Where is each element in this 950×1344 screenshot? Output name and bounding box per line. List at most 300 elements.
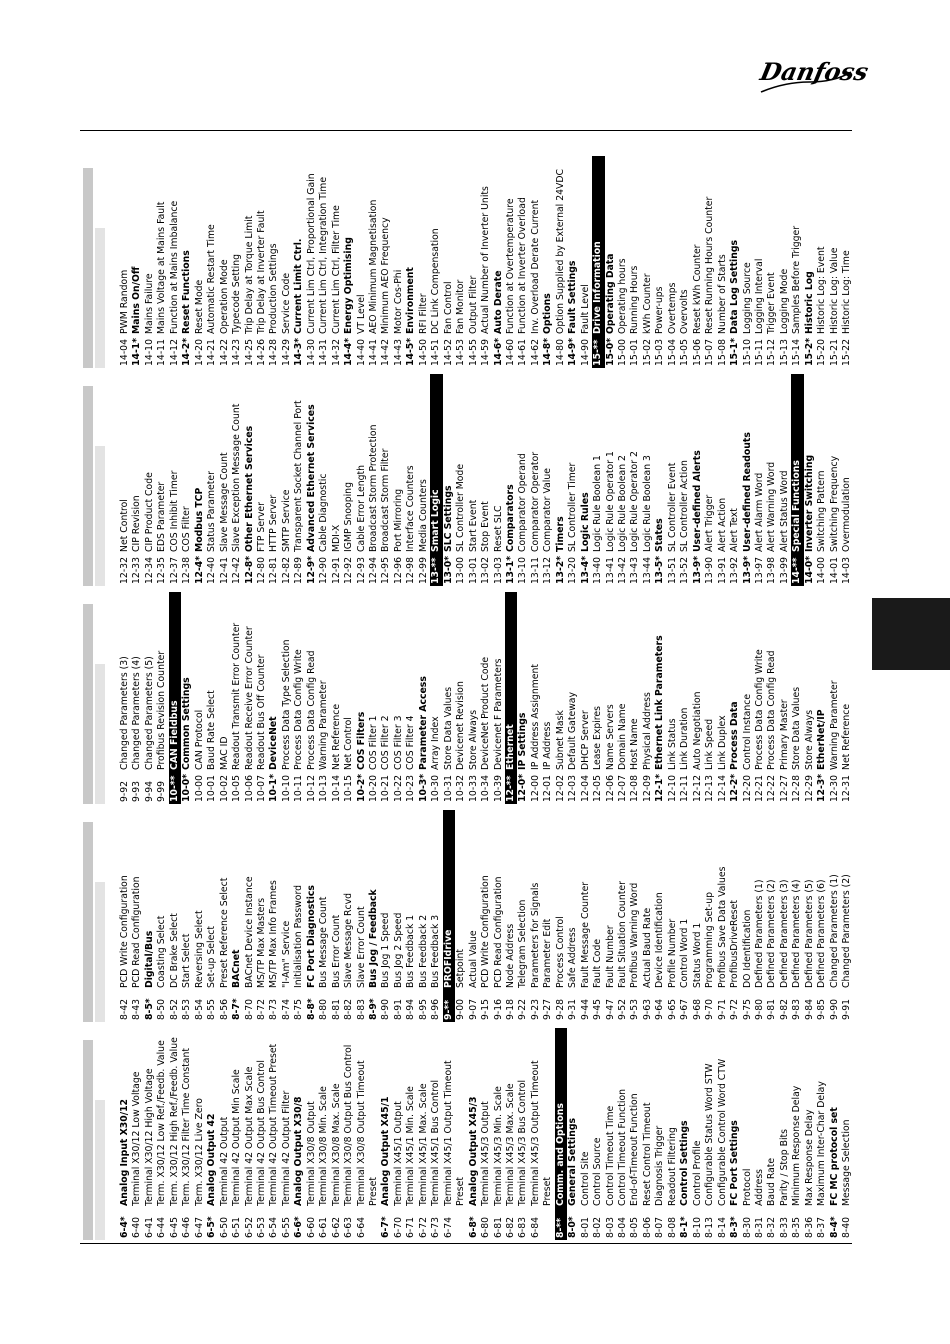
parameter-label: Slave Message Count bbox=[218, 452, 230, 552]
parameter-row bbox=[430, 156, 443, 368]
parameter-row bbox=[405, 810, 418, 1022]
parameter-number: 14-43 bbox=[392, 338, 404, 366]
parameter-row bbox=[791, 810, 804, 1022]
parameter-label: Slave Message Rcvd bbox=[343, 892, 355, 988]
parameter-number: 10-32 bbox=[455, 774, 467, 802]
parameter-label: HTTP Server bbox=[268, 494, 280, 552]
parameter-number: 8-13 bbox=[704, 1216, 716, 1238]
parameter-row bbox=[505, 156, 518, 368]
parameter-row bbox=[542, 592, 555, 804]
parameter-row bbox=[331, 592, 344, 804]
parameter-row bbox=[804, 1028, 817, 1240]
parameter-number: 8-4* bbox=[828, 1216, 840, 1238]
parameter-row bbox=[642, 156, 655, 368]
parameter-number: 14-26 bbox=[255, 338, 267, 366]
parameter-row bbox=[480, 592, 493, 804]
parameter-number: 6-61 bbox=[318, 1216, 330, 1238]
parameter-row bbox=[194, 1028, 207, 1240]
parameter-number: 15-** bbox=[592, 339, 604, 366]
parameter-number: 10-31 bbox=[442, 774, 454, 802]
column-shade-band bbox=[95, 228, 105, 368]
parameter-label: Control Source bbox=[592, 1137, 604, 1206]
parameter-label: Configurable Status Word STW bbox=[704, 1063, 716, 1206]
parameter-row bbox=[704, 810, 717, 1022]
parameter-number: 9-15 bbox=[480, 998, 492, 1020]
parameter-number: 14-30 bbox=[305, 338, 317, 366]
parameter-row bbox=[617, 1028, 630, 1240]
parameter-label: Reset Control Timeout bbox=[641, 1102, 653, 1206]
parameter-group-header bbox=[679, 1028, 692, 1240]
parameter-number: 6-74 bbox=[442, 1216, 454, 1238]
footer-rule bbox=[80, 1243, 852, 1244]
parameter-label: Fault Code bbox=[592, 938, 604, 988]
parameter-number: 15-20 bbox=[816, 338, 828, 366]
parameter-label: Actual Number of Inverter Units bbox=[480, 186, 492, 334]
parameter-number: 14-90 bbox=[579, 338, 591, 366]
parameter-number: 9-65 bbox=[666, 998, 678, 1020]
parameter-label: Timers bbox=[554, 516, 566, 552]
parameter-label: Logic Rule Boolean 1 bbox=[592, 455, 604, 552]
parameter-label: DC Link Compensation bbox=[430, 228, 442, 334]
parameter-number: 6-55 bbox=[280, 1216, 292, 1238]
parameter-row bbox=[480, 1028, 493, 1240]
parameter-label: Store Data Values bbox=[791, 686, 803, 770]
parameter-label: Port Mirroring bbox=[392, 488, 404, 552]
parameter-row bbox=[592, 592, 605, 804]
parameter-number: 6-81 bbox=[492, 1216, 504, 1238]
parameter-label: Default Gateway bbox=[567, 692, 579, 770]
parameter-row bbox=[268, 810, 281, 1022]
parameter-number: 12-04 bbox=[579, 774, 591, 802]
parameter-number: 15-11 bbox=[753, 338, 765, 366]
parameter-label: Other Ethernet Services bbox=[243, 425, 255, 552]
parameter-number: 10-1* bbox=[268, 773, 280, 802]
parameter-number: 6-84 bbox=[529, 1216, 541, 1238]
parameter-label: IP Settings bbox=[517, 712, 529, 770]
parameter-label: Comparators bbox=[504, 484, 516, 552]
parameter-number: 15-08 bbox=[716, 338, 728, 366]
parameter-row bbox=[181, 810, 194, 1022]
parameter-label: Mains Failure bbox=[143, 273, 155, 334]
parameter-row bbox=[542, 1028, 555, 1240]
parameter-row bbox=[654, 810, 667, 1022]
parameter-number: 9-91 bbox=[841, 998, 853, 1020]
parameter-row bbox=[530, 156, 543, 368]
parameter-row bbox=[605, 592, 618, 804]
parameter-group-header bbox=[804, 156, 817, 368]
parameter-row bbox=[318, 374, 331, 586]
parameter-number: 13-52 bbox=[679, 556, 691, 584]
parameter-number: 10-14 bbox=[330, 774, 342, 802]
parameter-label: Service Code bbox=[280, 272, 292, 334]
parameter-row bbox=[380, 156, 393, 368]
parameter-number: 14-1* bbox=[131, 337, 143, 366]
parameter-number: 8-3* bbox=[729, 1216, 741, 1238]
parameter-number: 14-51 bbox=[430, 338, 442, 366]
parameter-label: Defined Parameters (2) bbox=[766, 879, 778, 988]
parameter-label: BACnet bbox=[231, 949, 243, 988]
parameter-label: IP Address bbox=[542, 721, 554, 770]
parameter-label: Configurable Control Word CTW bbox=[716, 1058, 728, 1206]
parameter-label: AEO Minimum Magnetisation bbox=[368, 199, 379, 334]
parameter-number: 12-00 bbox=[529, 774, 541, 802]
parameter-number: 6-44 bbox=[156, 1216, 168, 1238]
parameter-number: 14-80 bbox=[554, 338, 566, 366]
parameter-label: Motor Cos-Phi bbox=[392, 269, 404, 334]
parameter-label: IP Address Assignment bbox=[529, 663, 541, 770]
parameter-number: 12-28 bbox=[791, 774, 803, 802]
parameter-label: Devicenet F Parameters bbox=[492, 658, 504, 770]
parameter-label: Term. X30/12 Low Ref./Feedb. Value bbox=[156, 1040, 168, 1206]
parameter-row bbox=[393, 374, 406, 586]
parameter-label: Special Functions bbox=[791, 460, 803, 552]
parameter-number: 10-06 bbox=[243, 774, 255, 802]
parameter-label: Overvolts bbox=[679, 289, 691, 334]
parameter-number: 15-22 bbox=[841, 338, 853, 366]
parameter-row bbox=[791, 156, 804, 368]
parameter-group-header bbox=[231, 810, 244, 1022]
parameter-row bbox=[679, 810, 692, 1022]
parameter-row bbox=[642, 810, 655, 1022]
parameter-number: 12-91 bbox=[330, 556, 342, 584]
parameter-label: SL Controller Action bbox=[679, 460, 691, 552]
parameter-label: Terminal X30/12 Low Voltage bbox=[131, 1071, 143, 1206]
parameter-number: 6-73 bbox=[430, 1216, 442, 1238]
parameter-number: 12-4* bbox=[193, 555, 205, 584]
parameter-number: 13-1* bbox=[504, 555, 516, 584]
parameter-label: Reset Functions bbox=[181, 250, 193, 334]
parameter-number: 12-3* bbox=[816, 773, 828, 802]
parameter-label: Logging Source bbox=[741, 262, 753, 334]
parameter-number: 15-14 bbox=[791, 338, 803, 366]
parameter-row bbox=[530, 592, 543, 804]
parameter-label: Term. X30/12 Filter Time Constant bbox=[181, 1047, 193, 1206]
parameter-number: 14-52 bbox=[442, 338, 454, 366]
parameter-label: Preset Reference Select bbox=[218, 877, 230, 988]
parameter-number: 6-80 bbox=[480, 1216, 492, 1238]
parameter-number: 9-64 bbox=[654, 998, 666, 1020]
parameter-label: PCD Write Configuration bbox=[119, 875, 130, 988]
parameter-label: Node Address bbox=[504, 923, 516, 988]
parameter-label: Overmodulation bbox=[841, 477, 853, 552]
parameter-number: 10-11 bbox=[293, 774, 305, 802]
parameter-group-header bbox=[418, 592, 431, 804]
parameter-number: 6-70 bbox=[392, 1216, 404, 1238]
parameter-number: 9-07 bbox=[467, 998, 479, 1020]
parameter-row bbox=[306, 592, 319, 804]
parameter-label: Terminal 42 Output Max Scale bbox=[243, 1066, 255, 1206]
parameter-group-header bbox=[816, 592, 829, 804]
parameter-label: Safe Address bbox=[567, 927, 579, 988]
parameter-number: 9-47 bbox=[604, 998, 616, 1020]
parameter-number: 12-10 bbox=[666, 774, 678, 802]
parameter-row bbox=[131, 592, 144, 804]
parameter-number: 13-97 bbox=[753, 556, 765, 584]
parameter-label: Bus Feedback 2 bbox=[417, 914, 429, 988]
parameter-row bbox=[231, 374, 244, 586]
parameter-number: 8-01 bbox=[579, 1216, 591, 1238]
parameter-label: Terminal X45/3 Output bbox=[480, 1101, 492, 1206]
parameter-number: 14-41 bbox=[368, 338, 379, 366]
parameter-row bbox=[841, 1028, 854, 1240]
parameter-label: Alert Action bbox=[716, 497, 728, 552]
parameter-label: Auto Derate bbox=[492, 270, 504, 334]
parameter-label: PCD Read Configuration bbox=[131, 876, 143, 988]
parameter-number: 12-80 bbox=[255, 556, 267, 584]
parameter-row bbox=[455, 374, 468, 586]
parameter-group-header bbox=[405, 156, 418, 368]
parameter-row bbox=[244, 156, 257, 368]
parameter-label: EtherNet/IP bbox=[816, 709, 828, 770]
parameter-number: 8-1* bbox=[679, 1216, 691, 1238]
parameter-label: Media Counters bbox=[417, 479, 429, 552]
parameter-label: Logic Rule Operator 2 bbox=[629, 451, 641, 552]
parameter-row bbox=[331, 810, 344, 1022]
parameter-number: 6-50 bbox=[218, 1216, 230, 1238]
parameter-row bbox=[455, 810, 468, 1022]
parameter-number: 15-21 bbox=[828, 338, 840, 366]
parameter-number: 13-92 bbox=[729, 556, 741, 584]
parameter-row bbox=[430, 592, 443, 804]
parameter-number: 12-** bbox=[504, 775, 516, 802]
parameter-label: Fault Level bbox=[579, 284, 591, 334]
parameter-row bbox=[667, 1028, 680, 1240]
parameter-row bbox=[580, 810, 593, 1022]
parameter-number: 12-01 bbox=[542, 774, 554, 802]
parameter-label: PWM Random bbox=[119, 269, 130, 334]
parameter-label: Protocol bbox=[741, 1168, 753, 1206]
parameter-number: 12-11 bbox=[679, 774, 691, 802]
parameter-row bbox=[480, 810, 493, 1022]
parameter-group-header bbox=[729, 1028, 742, 1240]
parameter-number: 9-71 bbox=[716, 998, 728, 1020]
parameter-number: 8-42 bbox=[119, 998, 130, 1020]
parameter-label: Cable Diagnostic bbox=[318, 473, 330, 552]
parameter-number: 12-92 bbox=[343, 556, 355, 584]
parameter-label: Process Data Config Write bbox=[753, 649, 765, 770]
parameter-label: COS Filters bbox=[355, 711, 367, 770]
parameter-label: Link Duration bbox=[679, 707, 691, 770]
parameter-label: Start Select bbox=[181, 933, 193, 988]
parameter-number: 12-05 bbox=[592, 774, 604, 802]
parameter-label: Terminal X45/3 Max. Scale bbox=[504, 1083, 516, 1206]
parameter-row bbox=[629, 1028, 642, 1240]
chapter-tab bbox=[872, 598, 950, 670]
parameter-row bbox=[480, 374, 493, 586]
parameter-label: Bus Feedback 3 bbox=[430, 914, 442, 988]
parameter-row bbox=[169, 374, 182, 586]
parameter-number: 14-10 bbox=[143, 338, 155, 366]
parameter-label: CAN Protocol bbox=[193, 709, 205, 770]
parameter-group-header bbox=[443, 810, 456, 1022]
parameter-label: Profibus Warning Word bbox=[629, 882, 641, 988]
parameter-row bbox=[567, 592, 580, 804]
parameter-label: MAC ID bbox=[218, 736, 230, 770]
parameter-number: 10-39 bbox=[492, 774, 504, 802]
parameter-number: 10-12 bbox=[305, 774, 317, 802]
parameter-label: Status Word 1 bbox=[691, 922, 703, 988]
parameter-label: Historic Log: Value bbox=[828, 247, 840, 334]
parameter-row bbox=[331, 1028, 344, 1240]
parameter-row bbox=[131, 1028, 144, 1240]
column-shade-band bbox=[83, 604, 93, 804]
danfoss-logo bbox=[755, 52, 871, 100]
parameter-label: Lease Expires bbox=[592, 706, 604, 770]
parameter-label: Trip Delay at Torque Limit bbox=[243, 215, 255, 334]
parameter-row bbox=[219, 1028, 232, 1240]
parameter-number: 10-05 bbox=[231, 774, 243, 802]
parameter-row bbox=[629, 374, 642, 586]
parameter-label: Mains On/Off bbox=[131, 266, 143, 334]
parameter-number: 8-8* bbox=[305, 998, 317, 1020]
parameter-row bbox=[717, 156, 730, 368]
parameter-row bbox=[692, 592, 705, 804]
parameter-row bbox=[318, 810, 331, 1022]
parameter-row bbox=[368, 1028, 381, 1240]
parameter-row bbox=[181, 374, 194, 586]
parameter-row bbox=[729, 374, 742, 586]
parameter-number: 12-27 bbox=[778, 774, 790, 802]
parameter-label: DeviceNet Product Code bbox=[480, 656, 492, 770]
parameter-number: 6-7* bbox=[380, 1216, 392, 1238]
parameter-label: Auto Negotiation bbox=[691, 691, 703, 770]
parameter-group-header bbox=[505, 592, 518, 804]
parameter-number: 13-4* bbox=[579, 555, 591, 584]
parameter-number: 9-63 bbox=[641, 998, 653, 1020]
parameter-number: 8-82 bbox=[343, 998, 355, 1020]
parameter-label: Net Reference bbox=[841, 703, 853, 770]
parameter-row bbox=[754, 810, 767, 1022]
parameter-label: Terminal 42 Output Bus Control bbox=[255, 1060, 267, 1206]
parameter-number: 9-68 bbox=[691, 998, 703, 1020]
parameter-row bbox=[356, 810, 369, 1022]
parameter-row bbox=[791, 1028, 804, 1240]
parameter-label: Ethernet bbox=[504, 724, 516, 770]
parameter-number: 12-08 bbox=[629, 774, 641, 802]
parameter-number: 14-25 bbox=[243, 338, 255, 366]
parameter-number: 8-70 bbox=[243, 998, 255, 1020]
parameter-label: "I-Am" Service bbox=[280, 920, 292, 988]
parameter-number: 9-75 bbox=[741, 998, 753, 1020]
parameter-number: 12-1* bbox=[654, 773, 666, 802]
parameter-label: Drive Information bbox=[592, 241, 604, 334]
parameter-row bbox=[393, 156, 406, 368]
parameter-label: Terminal X30/8 Output bbox=[305, 1101, 317, 1206]
parameter-label: Alert Warning Word bbox=[766, 461, 778, 552]
parameter-label: Terminal 42 Output bbox=[218, 1116, 230, 1206]
parameter-label: Control Instance bbox=[741, 693, 753, 770]
parameter-number: 14-53 bbox=[455, 338, 467, 366]
parameter-label: General Settings bbox=[567, 1117, 579, 1206]
parameter-row bbox=[717, 374, 730, 586]
parameter-number: 8-14 bbox=[716, 1216, 728, 1238]
parameter-label: COS Filter 1 bbox=[368, 715, 379, 770]
parameter-label: Maximum Inter-Char Delay bbox=[816, 1081, 828, 1206]
parameter-number: 14-4* bbox=[343, 337, 355, 366]
parameter-row bbox=[430, 1028, 443, 1240]
parameter-row bbox=[704, 156, 717, 368]
parameter-label: Historic Log bbox=[803, 271, 815, 334]
parameter-label: Alert Trigger bbox=[704, 494, 716, 552]
parameter-number: 8-54 bbox=[193, 998, 205, 1020]
parameter-group-header bbox=[119, 1028, 132, 1240]
parameter-label: Fault Situation Counter bbox=[617, 881, 628, 988]
parameter-row bbox=[742, 1028, 755, 1240]
parameter-number: 12-81 bbox=[268, 556, 280, 584]
parameter-label: Devicenet Revision bbox=[455, 681, 467, 770]
parameter-number: 8-90 bbox=[380, 998, 392, 1020]
parameter-row bbox=[119, 374, 132, 586]
parameter-label: SMTP Service bbox=[280, 489, 292, 552]
parameter-label: IGMP Snooping bbox=[343, 482, 355, 552]
parameter-number: 12-82 bbox=[280, 556, 292, 584]
parameter-number: 13-51 bbox=[666, 556, 678, 584]
parameter-row bbox=[169, 1028, 182, 1240]
parameter-label: States bbox=[654, 518, 666, 552]
parameter-number: 10-30 bbox=[430, 774, 442, 802]
parameter-number: 14-31 bbox=[318, 338, 330, 366]
parameter-row bbox=[318, 1028, 331, 1240]
parameter-label: Reset Running Hours Counter bbox=[704, 196, 716, 334]
parameter-label: Inv. Overload Derate Current bbox=[529, 199, 541, 334]
parameter-label: SL Controller Timer bbox=[567, 462, 579, 552]
parameter-label: Changed Parameters (2) bbox=[841, 874, 853, 988]
parameter-number: 14-42 bbox=[380, 338, 392, 366]
parameter-group-header bbox=[829, 1028, 842, 1240]
parameter-number: 9-** bbox=[442, 999, 454, 1020]
parameter-column bbox=[78, 156, 853, 368]
parameter-row bbox=[256, 374, 269, 586]
parameter-row bbox=[244, 1028, 257, 1240]
danfoss-logo-wordmark: Danfoss bbox=[757, 57, 871, 86]
parameter-row bbox=[754, 156, 767, 368]
parameter-label: kWh Counter bbox=[641, 273, 653, 334]
parameter-row bbox=[605, 374, 618, 586]
parameter-label: Option Supplied by External 24VDC bbox=[554, 168, 566, 334]
parameter-number: 6-51 bbox=[231, 1216, 243, 1238]
parameter-number: 6-46 bbox=[181, 1216, 193, 1238]
parameter-row bbox=[654, 156, 667, 368]
parameter-number: 8-53 bbox=[181, 998, 193, 1020]
parameter-number: 9-83 bbox=[791, 998, 803, 1020]
parameter-row bbox=[617, 592, 630, 804]
parameter-row bbox=[617, 810, 630, 1022]
parameter-label: Bus Jog 1 Speed bbox=[380, 912, 392, 988]
column-shade-band bbox=[83, 386, 93, 586]
parameter-label: Analog Output X30/8 bbox=[293, 1096, 305, 1206]
parameter-label: Logic Rules bbox=[579, 492, 591, 552]
parameter-row bbox=[841, 592, 854, 804]
parameter-label: Logging Mode bbox=[778, 268, 790, 334]
parameter-number: 10-34 bbox=[480, 774, 492, 802]
parameter-number: 8-0* bbox=[567, 1216, 579, 1238]
parameter-label: Domain Name bbox=[617, 703, 628, 770]
parameter-number: 10-13 bbox=[318, 774, 330, 802]
parameter-number: 12-31 bbox=[841, 774, 853, 802]
parameter-row bbox=[642, 1028, 655, 1240]
parameter-label: Setpoint bbox=[455, 949, 467, 988]
parameter-label: Preset bbox=[455, 1177, 467, 1206]
parameter-number: 8-35 bbox=[791, 1216, 803, 1238]
parameter-row bbox=[343, 1028, 356, 1240]
parameter-number: 15-12 bbox=[766, 338, 778, 366]
parameter-label: Device Identification bbox=[654, 892, 666, 988]
parameter-row bbox=[131, 810, 144, 1022]
parameter-label: Broadcast Storm Filter bbox=[380, 448, 392, 552]
parameter-number: 10-23 bbox=[405, 774, 417, 802]
parameter-number: 14-8* bbox=[542, 337, 554, 366]
parameter-number: 8-73 bbox=[268, 998, 280, 1020]
